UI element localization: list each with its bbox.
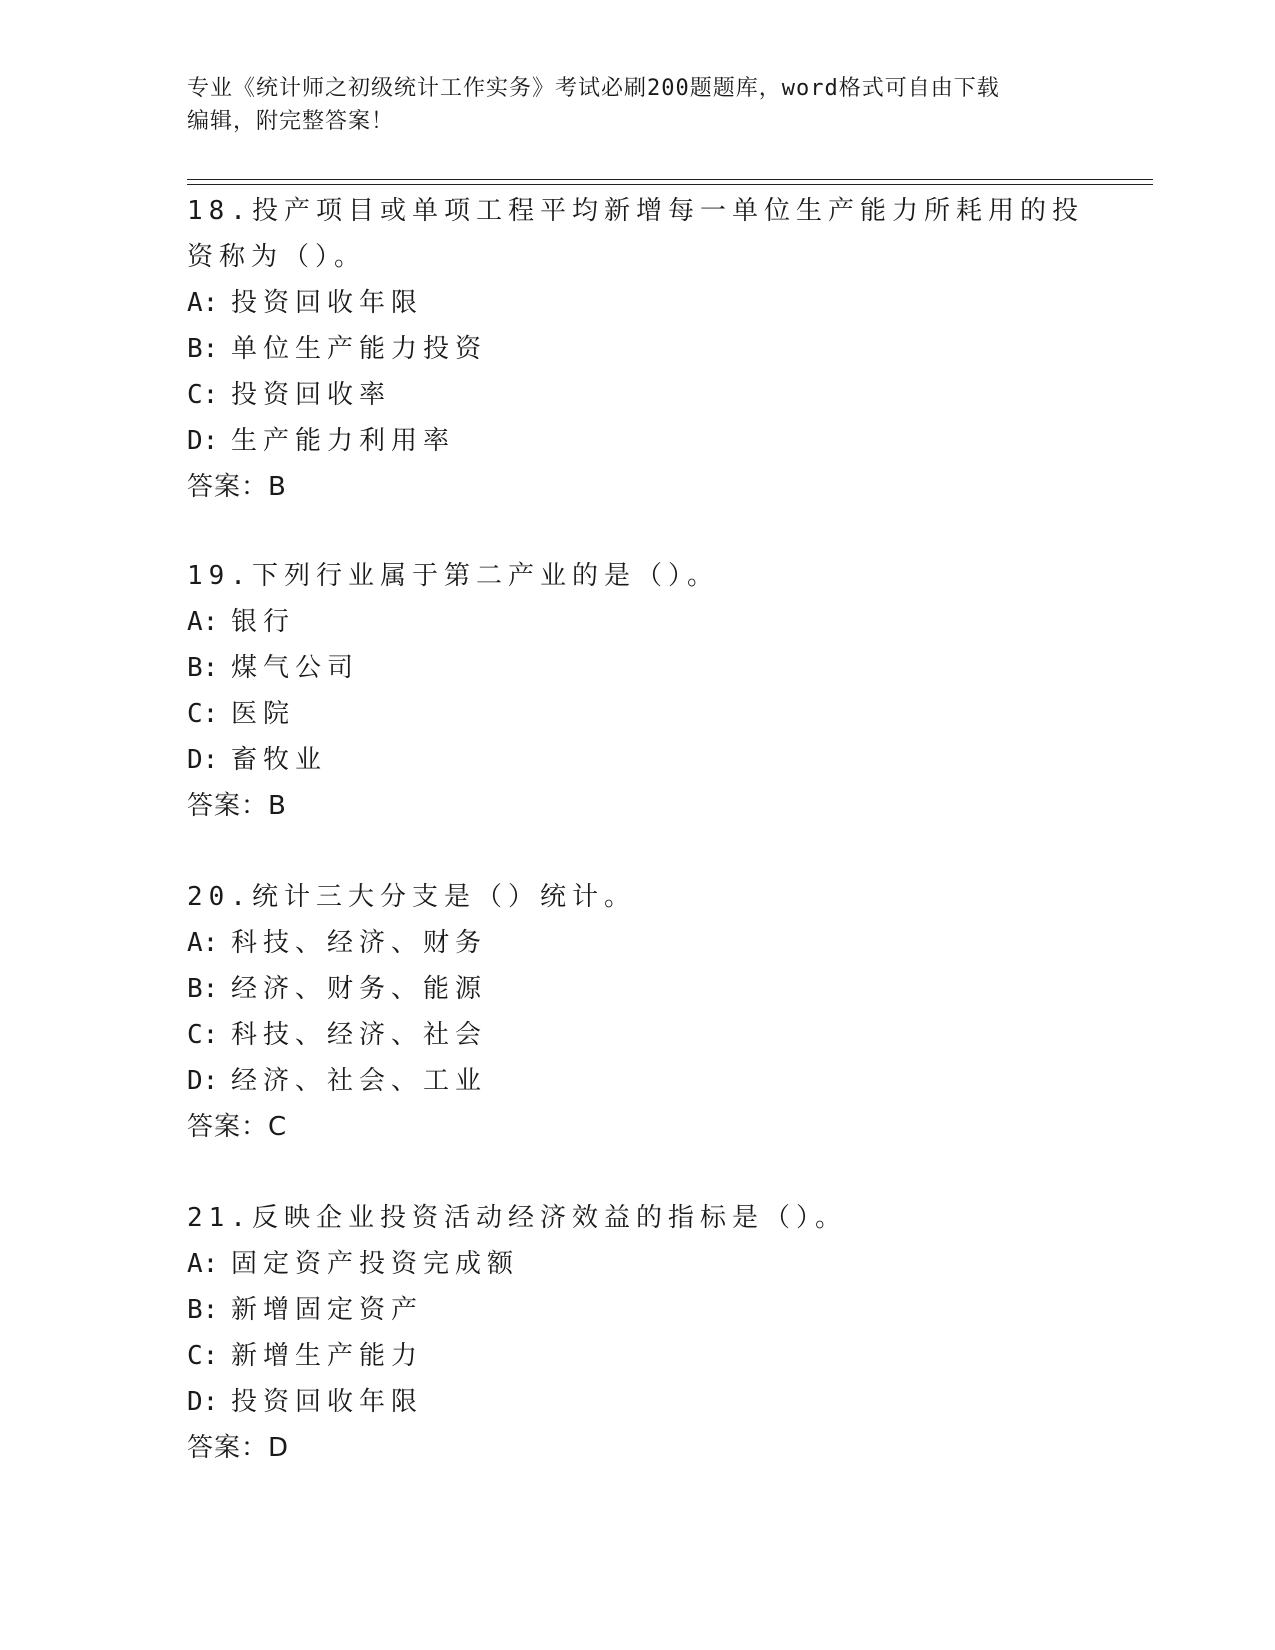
option-letter: B:	[187, 974, 219, 1004]
answer-line: 答案：B	[187, 472, 287, 502]
option-text: 医院	[231, 699, 296, 729]
option-text: 畜牧业	[231, 745, 328, 775]
question-stem: 21.反映企业投资活动经济效益的指标是（）。	[187, 1203, 847, 1233]
header-divider-bottom	[187, 184, 1153, 185]
option-letter: B:	[187, 1295, 219, 1325]
option-text: 银行	[231, 607, 296, 637]
header-divider-top	[187, 179, 1153, 180]
option-text: 投资回收率	[231, 380, 392, 410]
option-letter: C:	[187, 1341, 219, 1371]
question-stem: 19.下列行业属于第二产业的是（）。	[187, 561, 719, 591]
option-text: 投资回收年限	[231, 1387, 424, 1417]
option-a	[187, 280, 1087, 326]
option-text: 固定资产投资完成额	[231, 1249, 520, 1279]
answer-line: 答案：C	[187, 1112, 288, 1142]
option-b	[187, 966, 1087, 1012]
option-letter: B:	[187, 334, 219, 364]
option-letter: D:	[187, 426, 219, 456]
option-a	[187, 1241, 1087, 1287]
option-c	[187, 1333, 1087, 1379]
question-20	[187, 874, 1087, 1150]
question-stem: 20.统计三大分支是（）统计。	[187, 882, 636, 912]
question-21	[187, 1195, 1087, 1471]
option-letter: B:	[187, 653, 219, 683]
option-letter: D:	[187, 1066, 219, 1096]
option-letter: C:	[187, 380, 219, 410]
option-d	[187, 1379, 1087, 1425]
header-line-1: 专业《统计师之初级统计工作实务》考试必刷200题题库，word格式可自由下载	[187, 76, 1000, 101]
answer-line: 答案：D	[187, 1433, 290, 1463]
option-text: 经济、社会、工业	[231, 1066, 488, 1096]
option-text: 科技、经济、社会	[231, 1020, 488, 1050]
option-text: 科技、经济、财务	[231, 928, 488, 958]
answer-line: 答案：B	[187, 791, 287, 821]
option-letter: A:	[187, 288, 219, 318]
option-text: 生产能力利用率	[231, 426, 456, 456]
option-text: 新增生产能力	[231, 1341, 424, 1371]
option-d	[187, 418, 1087, 464]
option-letter: C:	[187, 699, 219, 729]
option-a	[187, 920, 1087, 966]
option-b	[187, 326, 1087, 372]
option-text: 新增固定资产	[231, 1295, 424, 1325]
question-19	[187, 553, 1087, 829]
option-text: 经济、财务、能源	[231, 974, 488, 1004]
option-text: 单位生产能力投资	[231, 334, 488, 364]
option-a	[187, 599, 1087, 645]
option-d	[187, 737, 1087, 783]
option-letter: D:	[187, 745, 219, 775]
option-d	[187, 1058, 1087, 1104]
option-text: 煤气公司	[231, 653, 360, 683]
option-letter: D:	[187, 1387, 219, 1417]
option-letter: A:	[187, 928, 219, 958]
option-b	[187, 645, 1087, 691]
option-c	[187, 691, 1087, 737]
option-c	[187, 372, 1087, 418]
header-line-2: 编辑，附完整答案！	[187, 109, 395, 134]
option-text: 投资回收年限	[231, 288, 424, 318]
document-header	[187, 72, 1087, 138]
option-c	[187, 1012, 1087, 1058]
option-letter: A:	[187, 607, 219, 637]
question-18	[187, 188, 1087, 510]
question-stem: 18.投产项目或单项工程平均新增每一单位生产能力所耗用的投资称为（）。	[187, 196, 1084, 272]
option-b	[187, 1287, 1087, 1333]
option-letter: A:	[187, 1249, 219, 1279]
option-letter: C:	[187, 1020, 219, 1050]
